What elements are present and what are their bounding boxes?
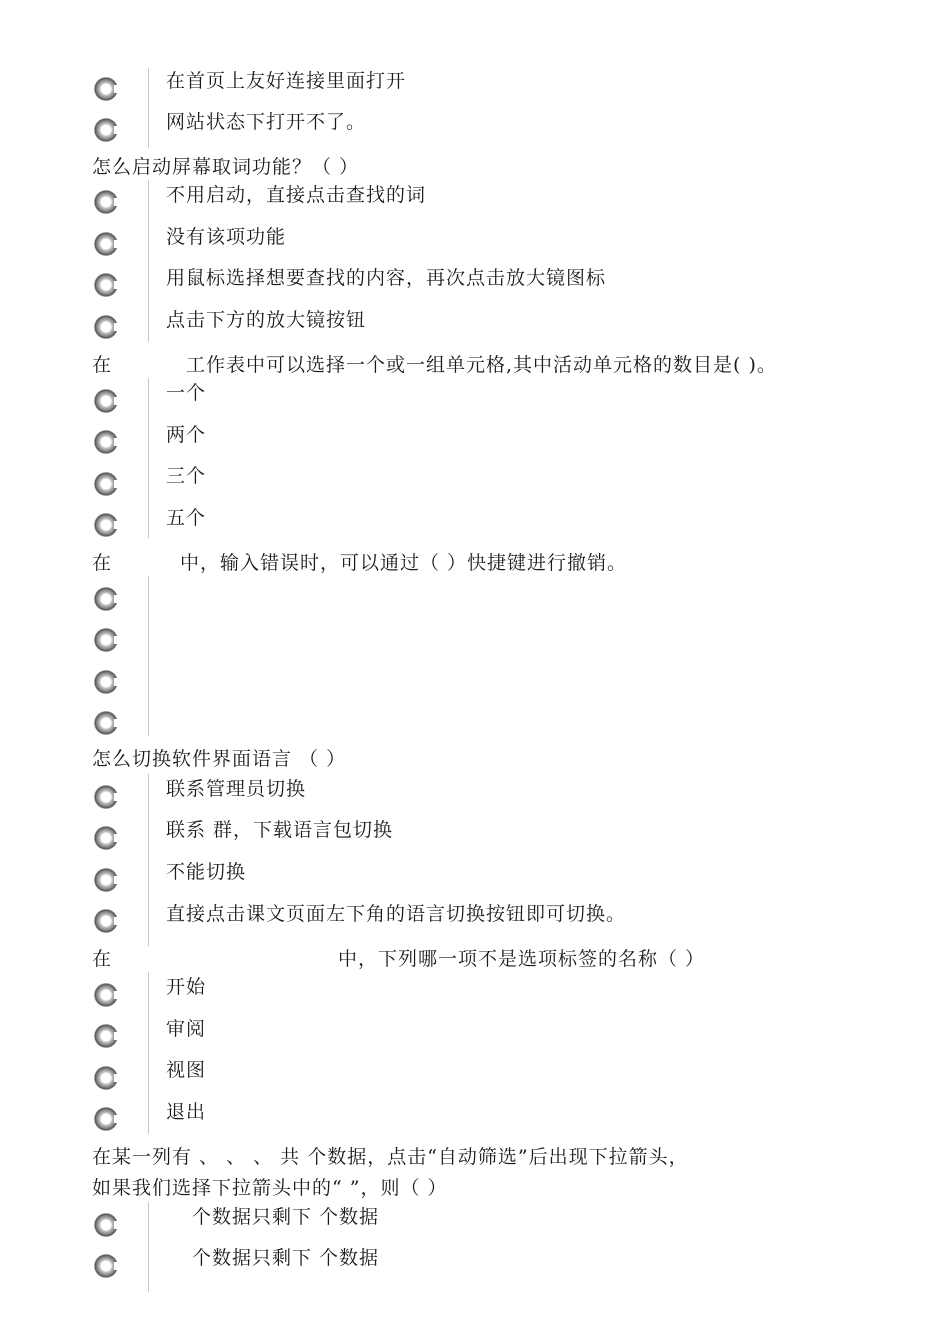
- question-text: 工作表中可以选择一个或一组单元格,其中活动单元格的数目是( )。: [186, 354, 777, 376]
- question-text: 中，输入错误时，可以通过（ ）快捷键进行撤销。: [180, 552, 628, 574]
- radio-option[interactable]: [94, 389, 118, 413]
- radio-option[interactable]: [94, 868, 118, 892]
- option-label: 三个: [166, 465, 207, 487]
- option-divider: [148, 1202, 149, 1292]
- radio-option[interactable]: [94, 785, 118, 809]
- option-divider: [148, 972, 149, 1134]
- radio-option[interactable]: [94, 513, 118, 537]
- radio-option[interactable]: [94, 1024, 118, 1048]
- radio-option[interactable]: [94, 232, 118, 256]
- option-label: 在首页上友好连接里面打开: [166, 70, 407, 92]
- question-text: 怎么切换软件界面语言 （ ）: [92, 748, 347, 770]
- radio-option[interactable]: [94, 909, 118, 933]
- radio-option[interactable]: [94, 1107, 118, 1131]
- question-text: 在: [92, 552, 113, 574]
- option-label: 五个: [166, 507, 207, 529]
- radio-option[interactable]: [94, 1254, 118, 1278]
- option-divider: [148, 774, 149, 946]
- option-label: 审阅: [166, 1018, 207, 1040]
- radio-option[interactable]: [94, 273, 118, 297]
- question-text: 在: [92, 354, 113, 376]
- radio-option[interactable]: [94, 983, 118, 1007]
- radio-option[interactable]: [94, 628, 118, 652]
- question-text: 在: [92, 948, 113, 970]
- radio-option[interactable]: [94, 315, 118, 339]
- radio-option[interactable]: [94, 190, 118, 214]
- option-divider: [148, 576, 149, 736]
- option-label: 视图: [166, 1059, 207, 1081]
- option-label: 个数据只剩下 个数据: [192, 1206, 380, 1228]
- option-label: 不用启动，直接点击查找的词: [166, 184, 427, 206]
- option-label: 没有该项功能: [166, 226, 287, 248]
- radio-option[interactable]: [94, 1213, 118, 1237]
- option-label: 两个: [166, 424, 207, 446]
- option-label: 点击下方的放大镜按钮: [166, 309, 367, 331]
- option-label: 联系管理员切换: [166, 778, 307, 800]
- option-label: 开始: [166, 976, 207, 998]
- question-text: 在某一列有 、 、 、 共 个数据，点击“自动筛选”后出现下拉箭头，: [92, 1146, 689, 1168]
- question-text: 怎么启动屏幕取词功能？（ ）: [92, 156, 360, 178]
- option-label: 个数据只剩下 个数据: [192, 1247, 380, 1269]
- radio-option[interactable]: [94, 118, 118, 142]
- radio-option[interactable]: [94, 711, 118, 735]
- option-label: 不能切换: [166, 861, 247, 883]
- option-label: 退出: [166, 1101, 207, 1123]
- option-divider: [148, 378, 149, 538]
- option-label: 联系 群，下载语言包切换: [166, 819, 394, 841]
- option-divider: [148, 68, 149, 148]
- option-label: 网站状态下打开不了。: [166, 111, 367, 133]
- question-text: 如果我们选择下拉箭头中的“ ”，则（ ）: [92, 1177, 448, 1199]
- question-text: 中，下列哪一项不是选项标签的名称（ ）: [338, 948, 706, 970]
- radio-option[interactable]: [94, 826, 118, 850]
- option-label: 一个: [166, 382, 207, 404]
- radio-option[interactable]: [94, 670, 118, 694]
- radio-option[interactable]: [94, 587, 118, 611]
- radio-option[interactable]: [94, 472, 118, 496]
- radio-option[interactable]: [94, 430, 118, 454]
- radio-option[interactable]: [94, 1066, 118, 1090]
- option-label: 用鼠标选择想要查找的内容，再次点击放大镜图标: [166, 267, 607, 289]
- radio-option[interactable]: [94, 77, 118, 101]
- option-divider: [148, 180, 149, 342]
- option-label: 直接点击课文页面左下角的语言切换按钮即可切换。: [166, 903, 627, 925]
